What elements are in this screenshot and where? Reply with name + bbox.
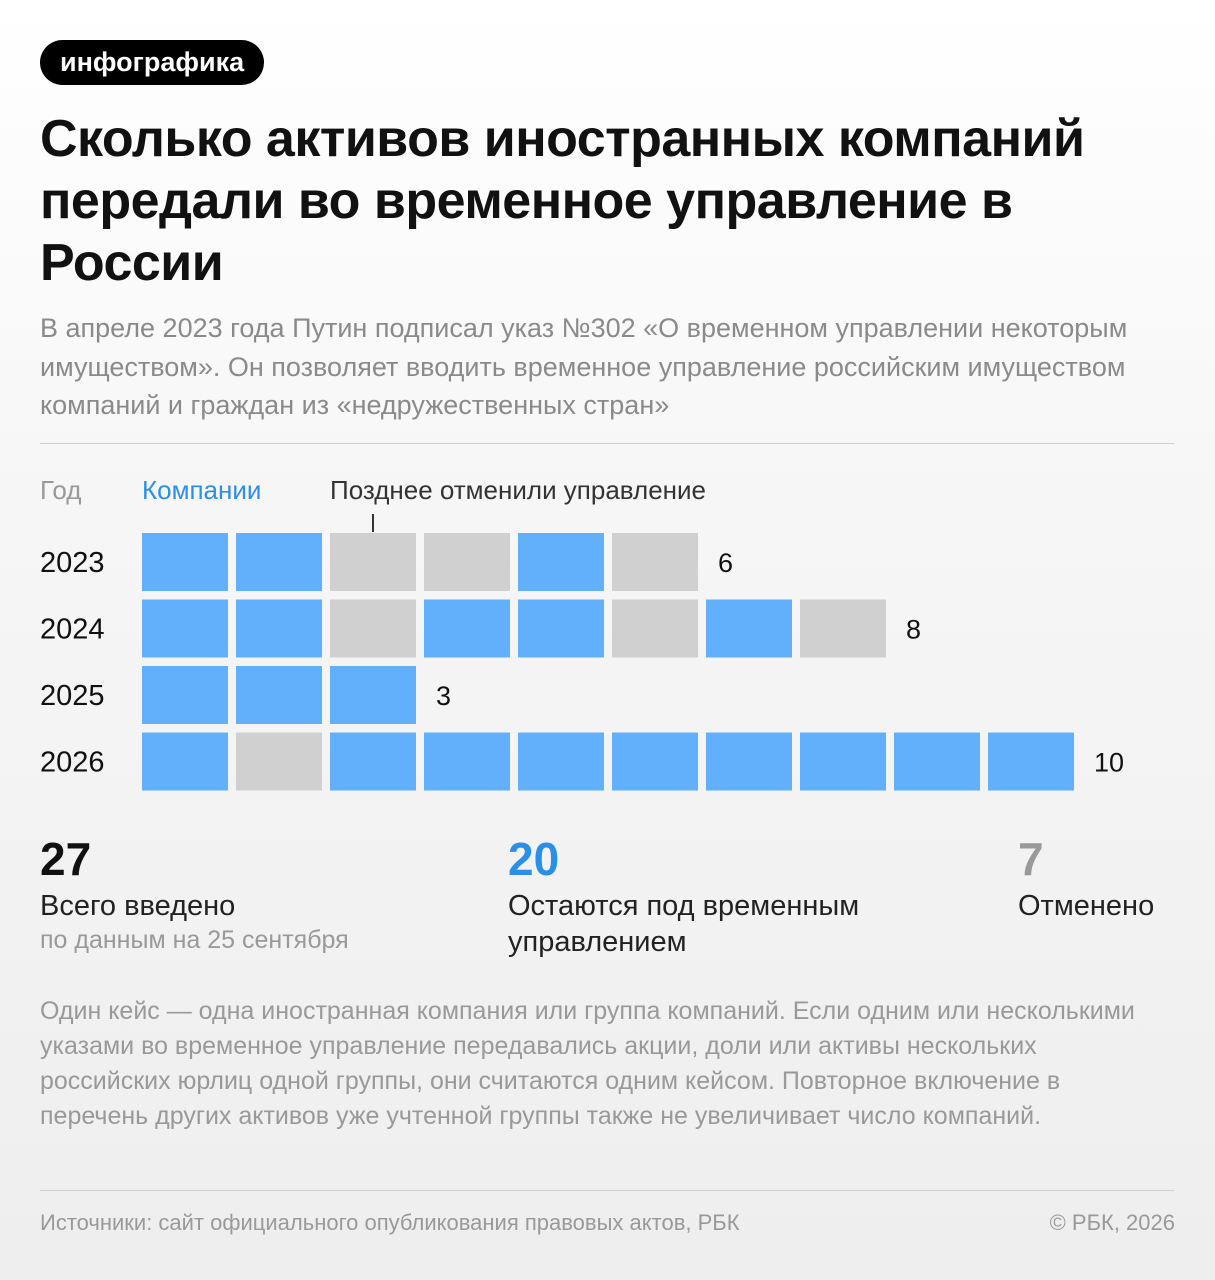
stat-cancelled-value: 7 xyxy=(1018,833,1044,885)
cell-2023-2-active xyxy=(236,533,322,591)
stat-total-value: 27 xyxy=(40,833,92,885)
stat-total-note: по данным на 25 сентября xyxy=(40,926,349,954)
cell-2023-3-cancelled xyxy=(330,533,416,591)
cell-2023-5-active xyxy=(518,533,604,591)
cell-2023-6-cancelled xyxy=(612,533,698,591)
year-label-2023: 2023 xyxy=(40,547,105,579)
cell-2024-1-active xyxy=(142,600,228,658)
cell-2024-6-cancelled xyxy=(612,600,698,658)
cell-2026-4-active xyxy=(424,733,510,791)
legend-year: Год xyxy=(40,475,82,505)
stat-active-label: Остаются под временным управлением xyxy=(508,890,860,958)
stat-total-label: Всего введено xyxy=(40,890,236,922)
divider-top xyxy=(40,443,1174,444)
year-label-2024: 2024 xyxy=(40,613,105,646)
cell-2024-7-active xyxy=(706,600,792,658)
year-label-2026: 2026 xyxy=(40,746,105,779)
divider-bottom xyxy=(40,1190,1174,1191)
cell-2024-8-cancelled xyxy=(800,600,886,658)
cell-2026-10-active xyxy=(988,733,1074,791)
cell-2023-4-cancelled xyxy=(424,533,510,591)
cell-2023-1-active xyxy=(142,533,228,591)
page-title: Сколько активов иностранных компаний передали во временное управление в России xyxy=(40,110,1085,292)
cell-2025-1-active xyxy=(142,666,228,724)
cell-2026-7-active xyxy=(706,733,792,791)
cell-2025-2-active xyxy=(236,666,322,724)
cell-2026-3-active xyxy=(330,733,416,791)
cell-2024-3-cancelled xyxy=(330,600,416,658)
cell-2026-5-active xyxy=(518,733,604,791)
cell-2026-2-cancelled xyxy=(236,733,322,791)
cell-2026-1-active xyxy=(142,733,228,791)
legend-companies: Компании xyxy=(142,475,262,505)
category-badge: инфографика xyxy=(40,40,264,85)
legend-cancelled: Позднее отменили управление xyxy=(330,475,706,505)
methodology-note: Один кейс — одна иностранная компания или группа компаний. Если одним или несколькими указами во временное управление передавались акции, доли или активы нескольких российских юрлиц одной группы, они считаются одним кейсом. Повторное включение в перечень других активов уже учтенной группы также не увеличивает число компаний. xyxy=(40,997,1135,1130)
count-label-2025: 3 xyxy=(436,681,452,711)
stat-active-value: 20 xyxy=(508,833,560,885)
count-label-2023: 6 xyxy=(718,548,734,578)
cell-2026-8-active xyxy=(800,733,886,791)
cell-2024-5-active xyxy=(518,600,604,658)
page-subtitle: В апреле 2023 года Путин подписал указ №302 «О временном управлении некоторым имуществом». Он позволяет вводить временное управление российским имуществом компаний и граждан из «недружественных стран» xyxy=(40,313,1128,420)
sources: Источники: сайт официального опубликования правовых актов, РБК xyxy=(40,1210,740,1235)
count-label-2026: 10 xyxy=(1094,747,1125,778)
cell-2026-6-active xyxy=(612,733,698,791)
year-label-2025: 2025 xyxy=(40,680,105,712)
cases-by-year-chart xyxy=(0,525,1215,800)
copyright: © РБК, 2026 xyxy=(1049,1210,1175,1235)
cell-2024-2-active xyxy=(236,600,322,658)
cell-2024-4-active xyxy=(424,600,510,658)
cell-2025-3-active xyxy=(330,666,416,724)
count-label-2024: 8 xyxy=(906,614,922,645)
stat-cancelled-label: Отменено xyxy=(1018,890,1155,922)
cell-2026-9-active xyxy=(894,733,980,791)
